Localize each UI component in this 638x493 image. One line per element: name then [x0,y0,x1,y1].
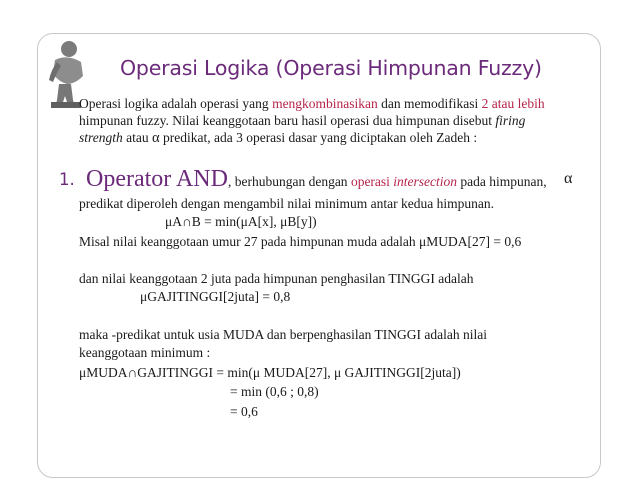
and-formula: μA∩B = min(μA[x], μB[y]) [165,214,317,229]
intro-line-2 [79,113,525,129]
example-line-1: Misal nilai keanggotaan umur 27 pada himpunan muda adalah μMUDA[27] = 0,6 [79,234,522,249]
section-heading: Operator AND [86,166,228,192]
alpha-symbol: α [564,170,573,187]
intro-term: strength [79,130,123,145]
example-line-3: maka -predikat untuk usia MUDA dan berpenghasilan TINGGI adalah nilai [79,327,488,342]
list-number: 1. [59,170,75,189]
intro-text: dan memodifikasi [377,96,482,111]
section-highlight-term: intersection [393,174,458,189]
intro-term: firing [495,113,526,128]
intro-highlight: 2 atau lebih [481,96,545,111]
calc-line-3: = 0,6 [230,404,258,419]
intro-text: predikat, ada 3 operasi dasar yang diciptakan oleh Zadeh : [159,130,478,145]
calc-line-1: μMUDA∩GAJITINGGI = min(μ MUDA[27], μ GAJITINGGI[2juta]) [79,365,461,380]
example-formula-2: μGAJITINGGI[2juta] = 0,8 [140,289,291,304]
example-line-2: dan nilai keanggotaan 2 juta pada himpunan penghasilan TINGGI adalah [79,271,474,286]
intro-highlight: mengkombinasikan [272,96,378,111]
intro-text: atau [122,130,152,145]
alpha-symbol: α [152,130,160,146]
section-line-2: predikat diperoleh dengan mengambil nilai minimum antar kedua himpunan. [79,196,495,211]
calc-line-2: = min (0,6 ; 0,8) [230,384,319,399]
example-line-3b: keanggotaan minimum : [79,345,211,360]
intro-line-1 [79,96,545,112]
intro-text: himpunan fuzzy. Nilai keanggotaan baru hasil operasi dua himpunan disebut [79,113,496,128]
intro-text: Operasi logika adalah operasi yang [79,96,273,111]
section-highlight: operasi [350,174,394,189]
slide-title: Operasi Logika (Operasi Himpunan Fuzzy) [120,56,542,80]
intro-line-3 [79,130,477,146]
section-text: , berhubungan dengan [227,174,351,189]
section-text: pada himpunan, [457,174,547,189]
section-heading-line [86,165,547,196]
